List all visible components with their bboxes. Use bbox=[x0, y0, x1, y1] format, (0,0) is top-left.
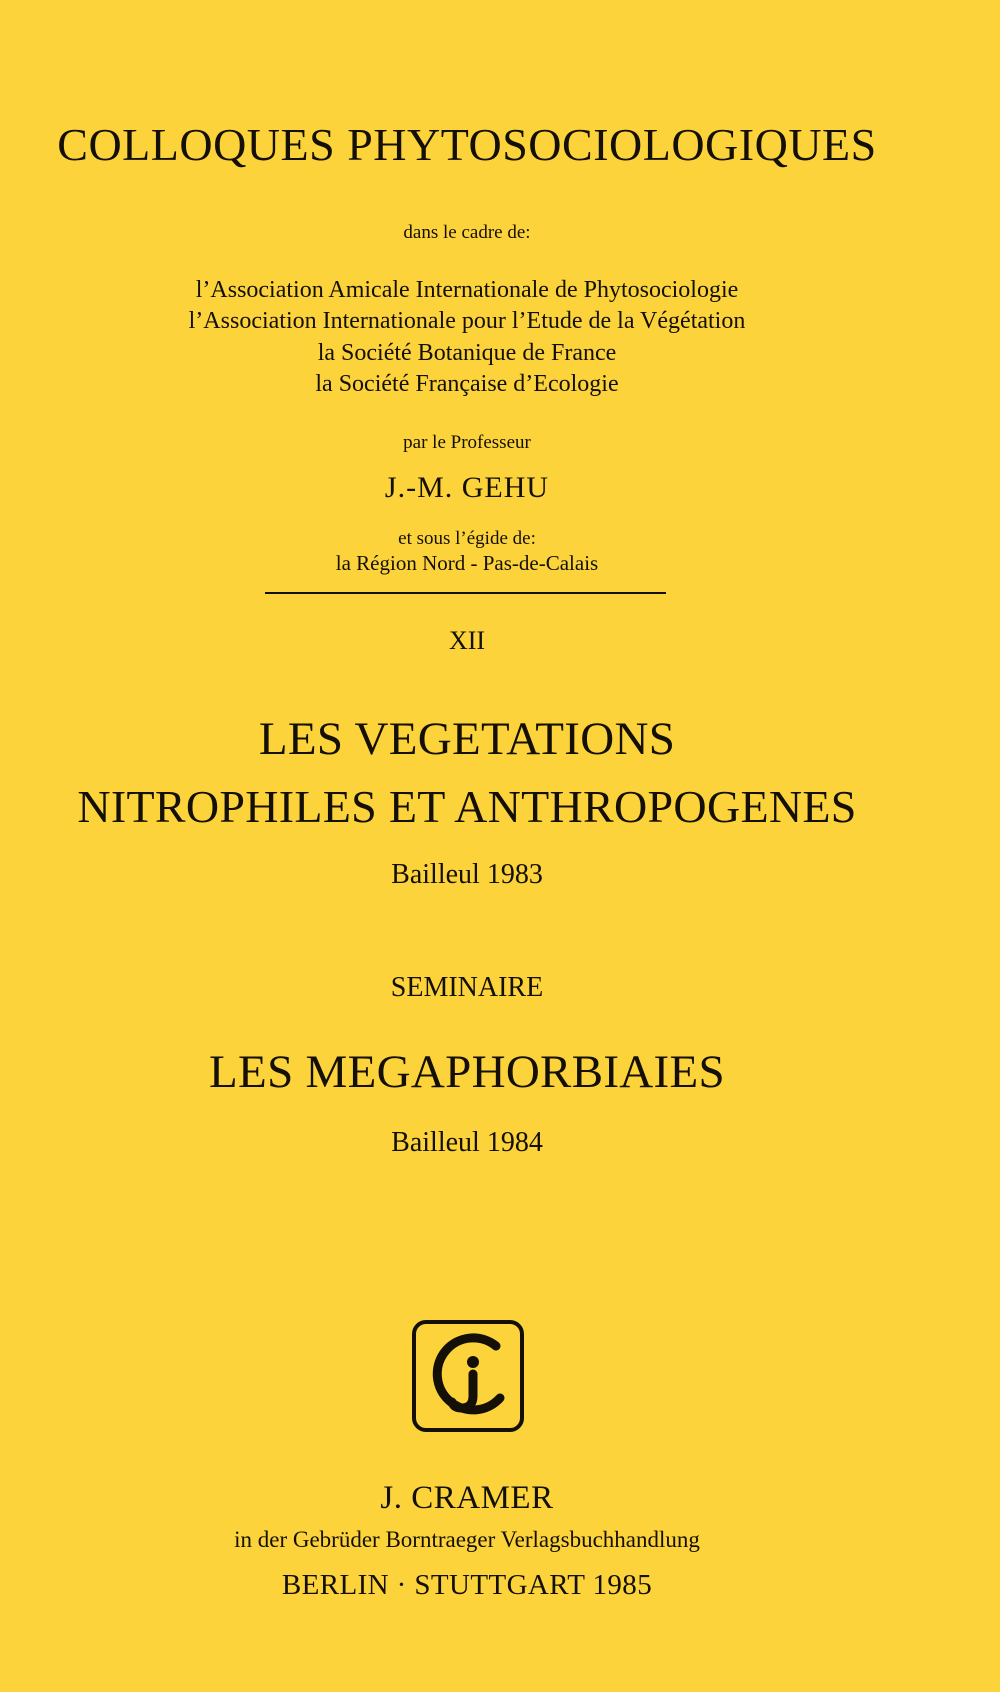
main-title-line1: LES VEGETATIONS bbox=[258, 713, 676, 765]
main-place-year: Bailleul 1983 bbox=[391, 859, 543, 890]
volume-number: XII bbox=[448, 626, 486, 655]
divider-rule bbox=[265, 592, 666, 594]
publisher-subline: in der Gebrüder Borntraeger Verlagsbuchhandlung bbox=[234, 1527, 700, 1552]
seminar-label: SEMINAIRE bbox=[390, 972, 544, 1003]
association-line: la Société Française d’Ecologie bbox=[315, 371, 619, 397]
association-line: la Société Botanique de France bbox=[317, 340, 617, 366]
association-line: l’Association Internationale pour l’Etude de la Végétation bbox=[188, 308, 746, 334]
professor-name: J.-M. GEHU bbox=[384, 471, 550, 504]
seminar-place-year: Bailleul 1984 bbox=[391, 1127, 543, 1158]
aegis-region: la Région Nord - Pas-de-Calais bbox=[335, 551, 599, 575]
framework-intro: dans le cadre de: bbox=[403, 222, 531, 243]
publisher-logo-icon bbox=[416, 1324, 520, 1428]
main-title-line2: NITROPHILES ET ANTHROPOGENES bbox=[77, 781, 857, 832]
publisher-city-year: BERLIN · STUTTGART 1985 bbox=[281, 1569, 653, 1601]
seminar-title: LES MEGAPHORBIAIES bbox=[209, 1046, 725, 1098]
series-title: COLLOQUES PHYTOSOCIOLOGIQUES bbox=[57, 119, 877, 170]
publisher-name: J. CRAMER bbox=[380, 1480, 554, 1516]
professor-intro: par le Professeur bbox=[403, 432, 531, 453]
publisher-logo bbox=[412, 1320, 524, 1432]
association-line: l’Association Amicale Internationale de Phytosociologie bbox=[195, 277, 739, 303]
aegis-intro: et sous l’égide de: bbox=[398, 528, 536, 549]
